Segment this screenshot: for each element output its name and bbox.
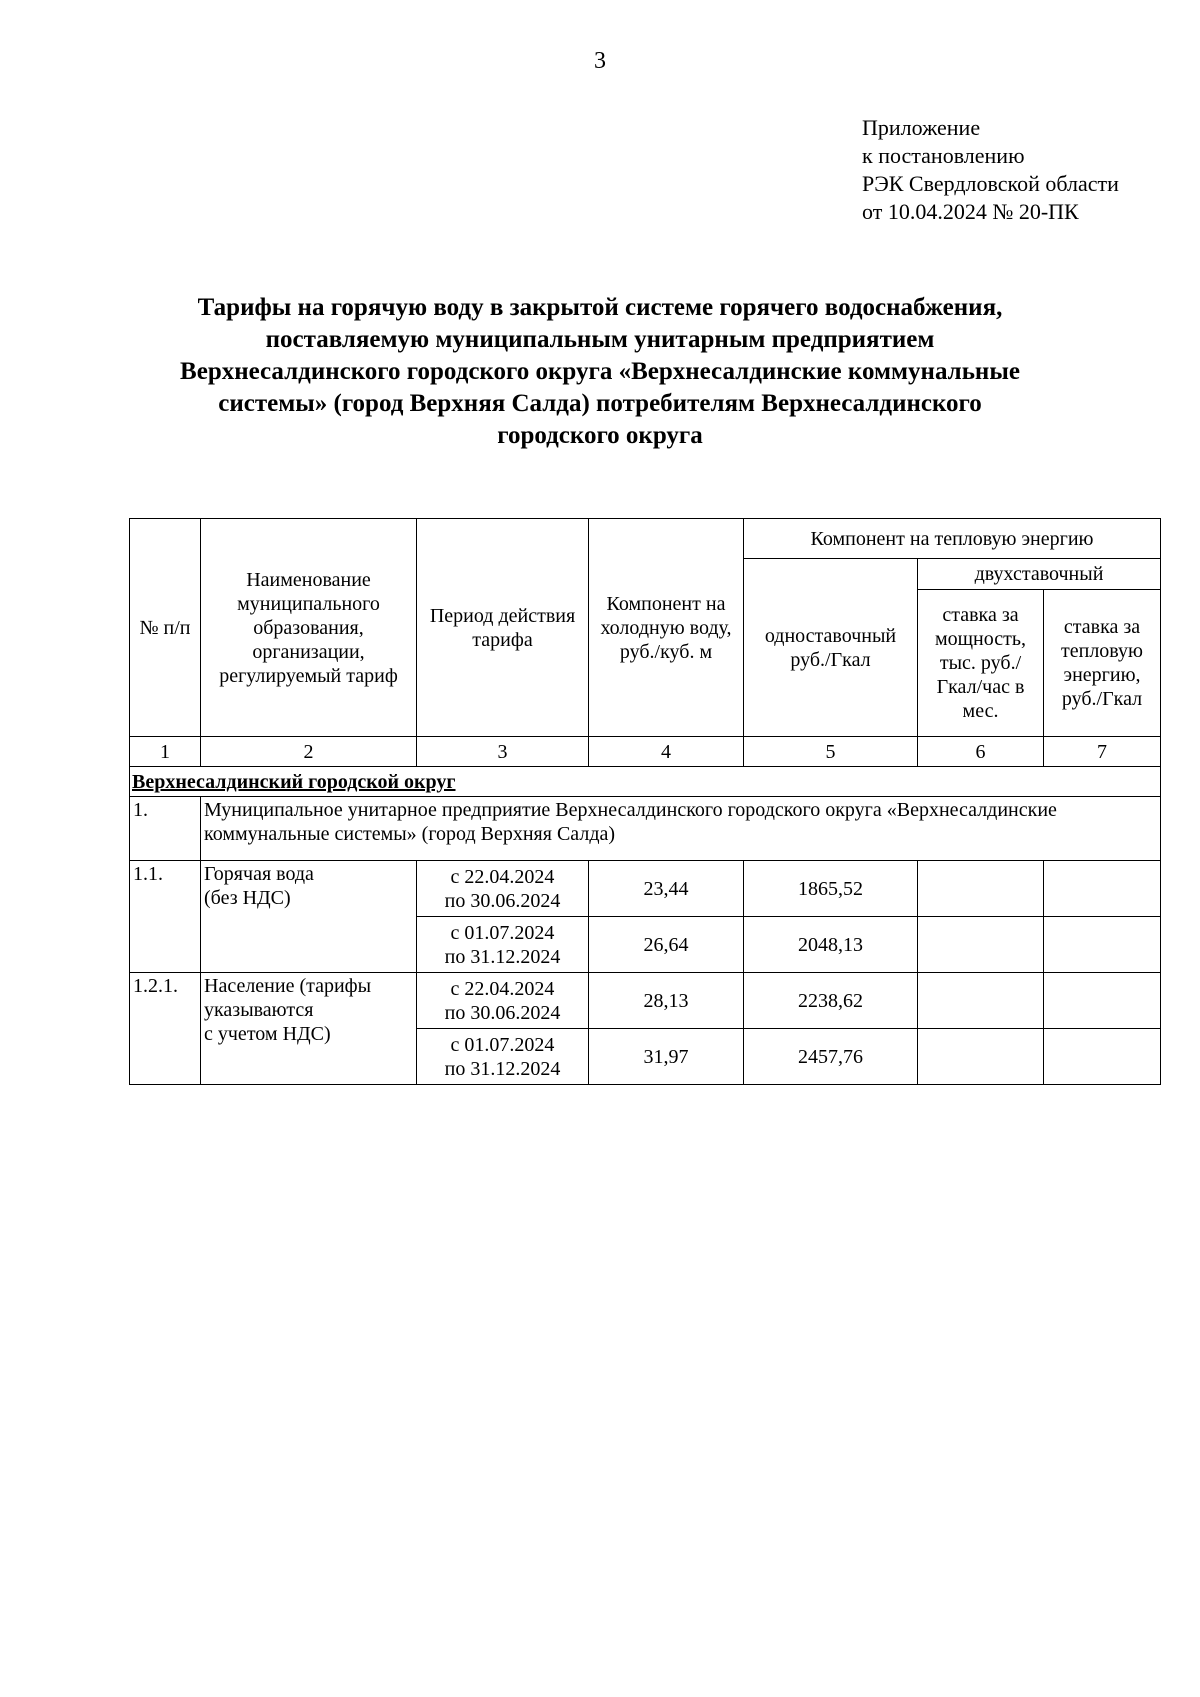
period-cell <box>417 861 589 917</box>
table-row <box>130 973 1161 1029</box>
title-line-1: Тарифы на горячую воду в закрытой системе горячего водоснабжения, <box>197 294 1003 321</box>
energy-rate-value <box>1044 1029 1161 1085</box>
title-line-2: поставляемую муниципальным унитарным предприятием <box>265 326 935 353</box>
appendix-line-2: к постановлению <box>862 143 1025 168</box>
period-to: по 31.12.2024 <box>444 1057 561 1080</box>
col-number: 5 <box>744 737 918 767</box>
appendix-line-1: Приложение <box>862 115 981 140</box>
cold-water-value: 26,64 <box>589 917 744 973</box>
cold-water-value: 31,97 <box>589 1029 744 1085</box>
period-to: по 31.12.2024 <box>444 945 561 968</box>
org-name: Муниципальное унитарное предприятие Верхнесалдинского городского округа «Верхнесалдинские коммунальные системы» (город Верхняя Салда) <box>201 797 1161 861</box>
table-row <box>130 861 1161 917</box>
col-number: 2 <box>201 737 417 767</box>
period-cell <box>417 973 589 1029</box>
header-double-rate: двухставочный <box>918 559 1161 590</box>
document-title <box>150 292 1050 452</box>
tariff-table <box>129 518 1161 1085</box>
cold-water-value: 28,13 <box>589 973 744 1029</box>
page-number: 3 <box>594 48 606 74</box>
period-from: с 22.04.2024 <box>450 865 555 888</box>
title-line-4: системы» (город Верхняя Салда) потребителям Верхнесалдинского <box>218 390 982 417</box>
power-rate-value <box>918 1029 1044 1085</box>
energy-rate-value <box>1044 861 1161 917</box>
power-rate-value <box>918 917 1044 973</box>
group-num: 1.2.1. <box>130 973 201 1085</box>
power-rate-value <box>918 861 1044 917</box>
title-line-5: городского округа <box>497 422 703 449</box>
org-num: 1. <box>130 797 201 861</box>
header-power-rate: ставка за мощность, тыс. руб./Гкал/час в мес. <box>918 590 1044 737</box>
group-name-line: с учетом НДС) <box>204 1023 331 1045</box>
period-cell <box>417 917 589 973</box>
group-name-line: Горячая вода <box>204 863 314 885</box>
col-number: 6 <box>918 737 1044 767</box>
group-num: 1.1. <box>130 861 201 973</box>
single-rate-value: 1865,52 <box>744 861 918 917</box>
col-number: 1 <box>130 737 201 767</box>
region-row: Верхнесалдинский городской округ <box>130 767 1161 797</box>
group-name-line: (без НДС) <box>204 887 291 909</box>
group-name-line: Население (тарифы <box>204 975 372 997</box>
power-rate-value <box>918 973 1044 1029</box>
energy-rate-value <box>1044 917 1161 973</box>
header-period: Период действия тарифа <box>417 519 589 737</box>
period-cell <box>417 1029 589 1085</box>
column-number-row <box>130 737 1161 767</box>
header-name: Наименование муниципального образования, организации, регулируемый тариф <box>201 519 417 737</box>
group-name-line: указываются <box>204 999 314 1021</box>
title-line-3: Верхнесалдинского городского округа «Верхнесалдинские коммунальные <box>180 358 1020 385</box>
appendix-line-3: РЭК Свердловской области <box>862 171 1119 196</box>
period-from: с 01.07.2024 <box>450 1033 555 1056</box>
period-from: с 01.07.2024 <box>450 921 555 944</box>
single-rate-value: 2048,13 <box>744 917 918 973</box>
single-rate-value: 2238,62 <box>744 973 918 1029</box>
appendix-block <box>862 114 1119 226</box>
col-number: 7 <box>1044 737 1161 767</box>
col-number: 4 <box>589 737 744 767</box>
header-num: № п/п <box>130 519 201 737</box>
single-rate-value: 2457,76 <box>744 1029 918 1085</box>
cold-water-value: 23,44 <box>589 861 744 917</box>
header-cold-water: Компонент на холодную воду, руб./куб. м <box>589 519 744 737</box>
period-to: по 30.06.2024 <box>444 1001 561 1024</box>
group-name <box>201 861 417 973</box>
energy-rate-value <box>1044 973 1161 1029</box>
period-to: по 30.06.2024 <box>444 889 561 912</box>
header-heat-component: Компонент на тепловую энергию <box>744 519 1161 559</box>
appendix-line-4: от 10.04.2024 № 20-ПК <box>862 199 1079 224</box>
col-number: 3 <box>417 737 589 767</box>
header-energy-rate: ставка за тепловую энергию, руб./Гкал <box>1044 590 1161 737</box>
period-from: с 22.04.2024 <box>450 977 555 1000</box>
header-single-rate: одноставочный руб./Гкал <box>744 559 918 737</box>
group-name <box>201 973 417 1085</box>
